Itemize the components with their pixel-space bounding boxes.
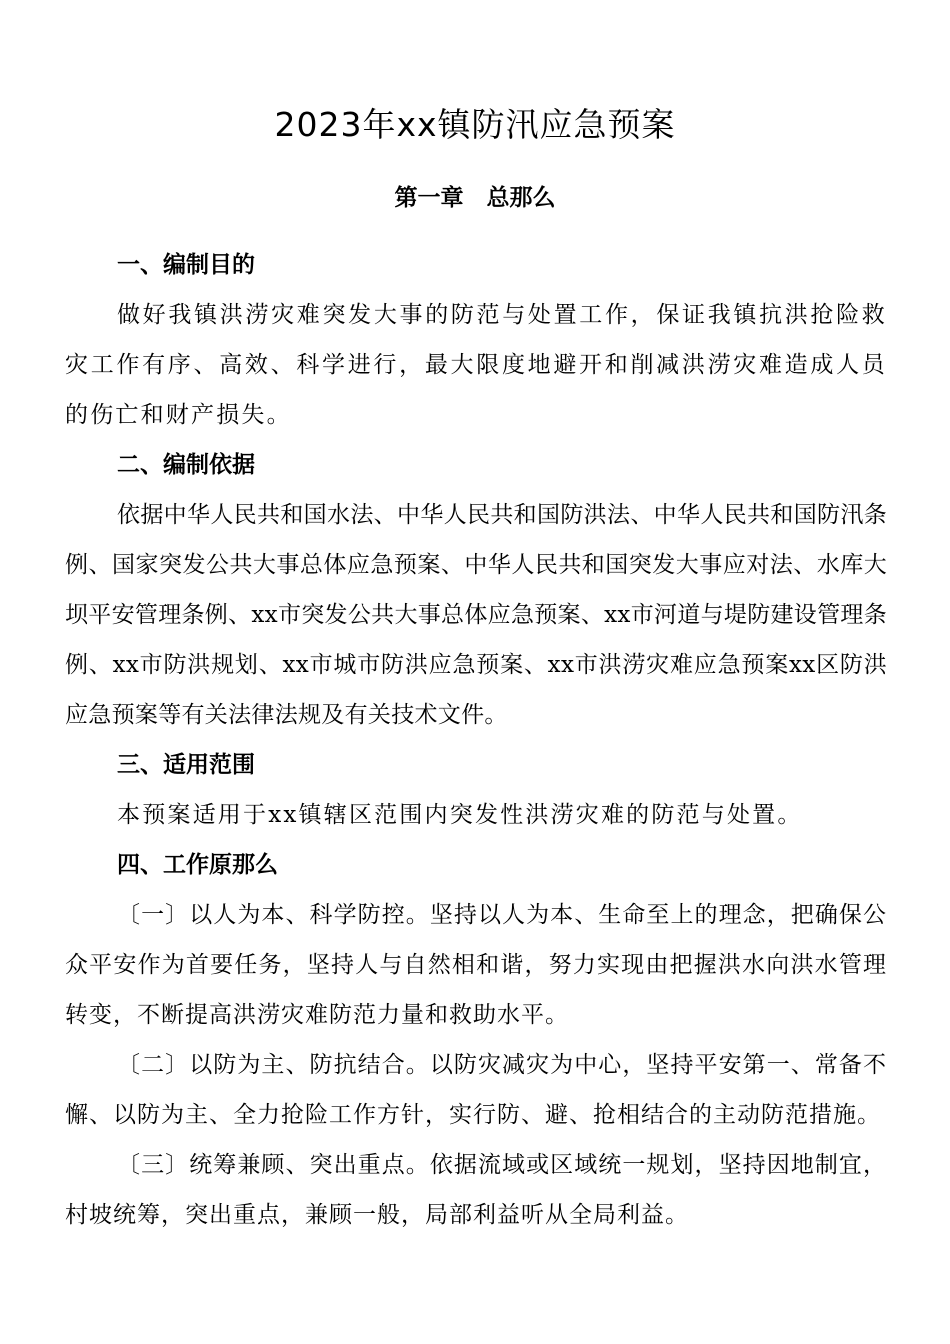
document-body — [65, 240, 887, 1240]
section-heading-principles: 四、工作原那么 — [117, 852, 278, 878]
chapter-heading: 第一章 总那么 — [394, 185, 556, 211]
section-paragraph: 〔一〕以人为本、科学防控。坚持以人为本、生命至上的理念，把确保公众平安作为首要任务，坚持人与自然相和谐，努力实现由把握洪水向洪水管理转变，不断提高洪涝灾难防范力量和救助水平。 — [65, 902, 887, 1028]
section-heading-purpose: 一、编制目的 — [117, 252, 255, 278]
section-paragraph: 〔三〕统筹兼顾、突出重点。依据流域或区域统一规划，坚持因地制宜，村坡统筹，突出重点，兼顾一般，局部利益听从全局利益。 — [65, 1152, 887, 1228]
section-heading-scope: 三、适用范围 — [117, 752, 255, 778]
section-heading-basis: 二、编制依据 — [117, 452, 255, 478]
section-paragraph: 依据中华人民共和国水法、中华人民共和国防洪法、中华人民共和国防汛条例、国家突发公共大事总体应急预案、中华人民共和国突发大事应对法、水库大坝平安管理条例、xx市突发公共大事总体应急预案、xx市河道与堤防建设管理条例、xx市防洪规划、xx市城市防洪应急预案、xx市洪涝灾难应急预案xx区防洪应急预案等有关法律法规及有关技术文件。 — [65, 502, 887, 728]
section-paragraph: 做好我镇洪涝灾难突发大事的防范与处置工作，保证我镇抗洪抢险救灾工作有序、高效、科学进行，最大限度地避开和削减洪涝灾难造成人员的伤亡和财产损失。 — [65, 302, 887, 428]
document-title: 2023年xx镇防汛应急预案 — [274, 105, 676, 144]
section-paragraph: 〔二〕以防为主、防抗结合。以防灾减灾为中心，坚持平安第一、常备不懈、以防为主、全力抢险工作方针，实行防、避、抢相结合的主动防范措施。 — [65, 1052, 887, 1128]
section-paragraph: 本预案适用于xx镇辖区范围内突发性洪涝灾难的防范与处置。 — [117, 802, 803, 828]
